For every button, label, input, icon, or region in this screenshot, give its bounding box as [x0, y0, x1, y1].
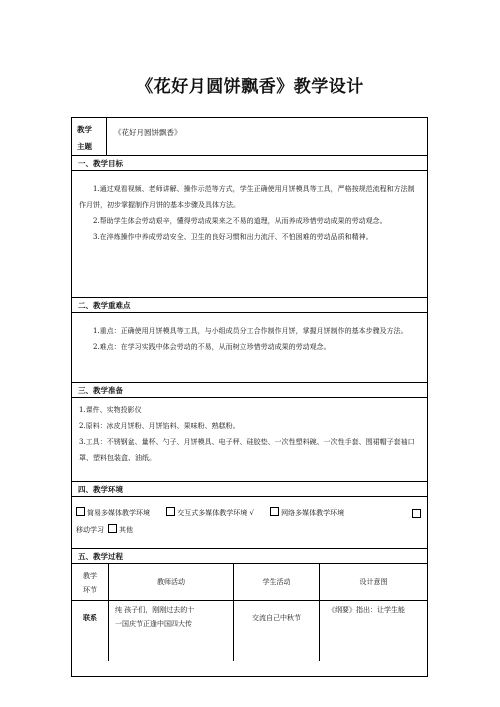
col-stage-header [72, 564, 109, 601]
process-heading: 五、教学过程 [72, 549, 427, 564]
check-mark-icon: √ [249, 509, 254, 517]
prep-heading: 三、教学准备 [72, 383, 427, 398]
checkbox-icon[interactable] [412, 509, 421, 518]
env-option-label-other: 其他 [119, 526, 133, 534]
topic-label-line1: 教学 [77, 125, 92, 134]
col-stage-line1: 教学 [83, 572, 97, 580]
document-title: 《花好月圆饼飘香》教学设计 [136, 77, 364, 97]
student-cell: 交流自己中秋节 [234, 601, 320, 661]
process-header-row [72, 564, 427, 601]
prep-item: 1.课件、实物投影仪 [79, 406, 142, 414]
env-option-label: 移动学习 [76, 526, 104, 534]
topic-label [72, 118, 107, 155]
lesson-plan-table [71, 117, 428, 677]
env-option-mobile[interactable] [76, 526, 104, 534]
key-point-item: 2.难点：在学习实践中体会劳动的不易，从而树立珍惜劳动成果的劳动观念。 [93, 343, 331, 351]
teacher-cell [109, 601, 234, 661]
env-option-interactive[interactable] [166, 509, 254, 517]
intent-cell: 《纲要》指出：让学生能 [328, 606, 405, 614]
key-point-item: 1.重点：正确使用月饼模具等工具，与小组成员分工合作制作月饼，掌握月饼制作的基本步骤及方法。 [93, 327, 408, 335]
env-option-network[interactable] [270, 509, 344, 517]
prep-content [72, 398, 427, 482]
goal-item: 1.通过观看视频、老师讲解、操作示范等方式，学生正确使用月饼模具等工具，严格按规范流程和方法制作月饼，初步掌握制作月饼的基本步骤及具体方法。 [79, 185, 415, 209]
prep-item: 3.工具：不锈钢盆、量杯、勺子、月饼模具、电子秤、硅胶垫、一次性塑料碗、一次性手套、围裙帽子套袖口罩、塑料包装盒、油纸。 [79, 438, 415, 462]
stage-cell: 联系 [72, 601, 109, 661]
teacher-text-line: 纯 孩子们，刚刚过去的十 [115, 606, 195, 614]
checkbox-icon[interactable] [270, 507, 279, 516]
topic-value: 《花好月圆饼飘香》 [114, 128, 182, 137]
checkbox-icon[interactable] [108, 524, 117, 533]
checkbox-icon[interactable] [76, 507, 85, 516]
topic-row [72, 118, 427, 156]
goal-item: 3.在淬炼操作中养成劳动安全、卫生的良好习惯和出力流汗、不怕困难的劳动品质和精神。 [93, 233, 373, 241]
col-student-header: 学生活动 [234, 564, 320, 601]
checkbox-icon[interactable] [166, 507, 175, 516]
col-stage-line2: 环节 [83, 586, 97, 594]
key-points-heading: 二、教学重难点 [72, 298, 427, 313]
env-option-label: 简易多媒体教学环境 [87, 509, 150, 517]
col-intent-header: 设计意图 [359, 578, 388, 586]
env-option-simple[interactable] [76, 509, 150, 517]
prep-item: 2.原料：冰皮月饼粉、月饼馅料、果味粉、熟糕粉。 [79, 422, 240, 430]
col-teacher-header: 教师活动 [109, 564, 234, 601]
goal-item: 2.帮助学生体会劳动艰辛，懂得劳动成果来之不易的道理，从而养成珍惜劳动成果的劳动观念。 [93, 217, 387, 225]
env-options [72, 497, 427, 549]
process-row [72, 601, 427, 661]
teacher-text-line: 一国庆节正逢中国四大传 [115, 620, 192, 628]
env-option-label: 交互式多媒体教学环境 [177, 509, 248, 517]
topic-label-line2: 主题 [77, 142, 92, 151]
env-heading: 四、教学环境 [72, 482, 427, 497]
env-option-label: 网络多媒体教学环境 [281, 509, 345, 517]
key-points-content [72, 313, 427, 383]
goals-heading: 一、教学目标 [72, 156, 427, 171]
goals-content [72, 171, 427, 298]
